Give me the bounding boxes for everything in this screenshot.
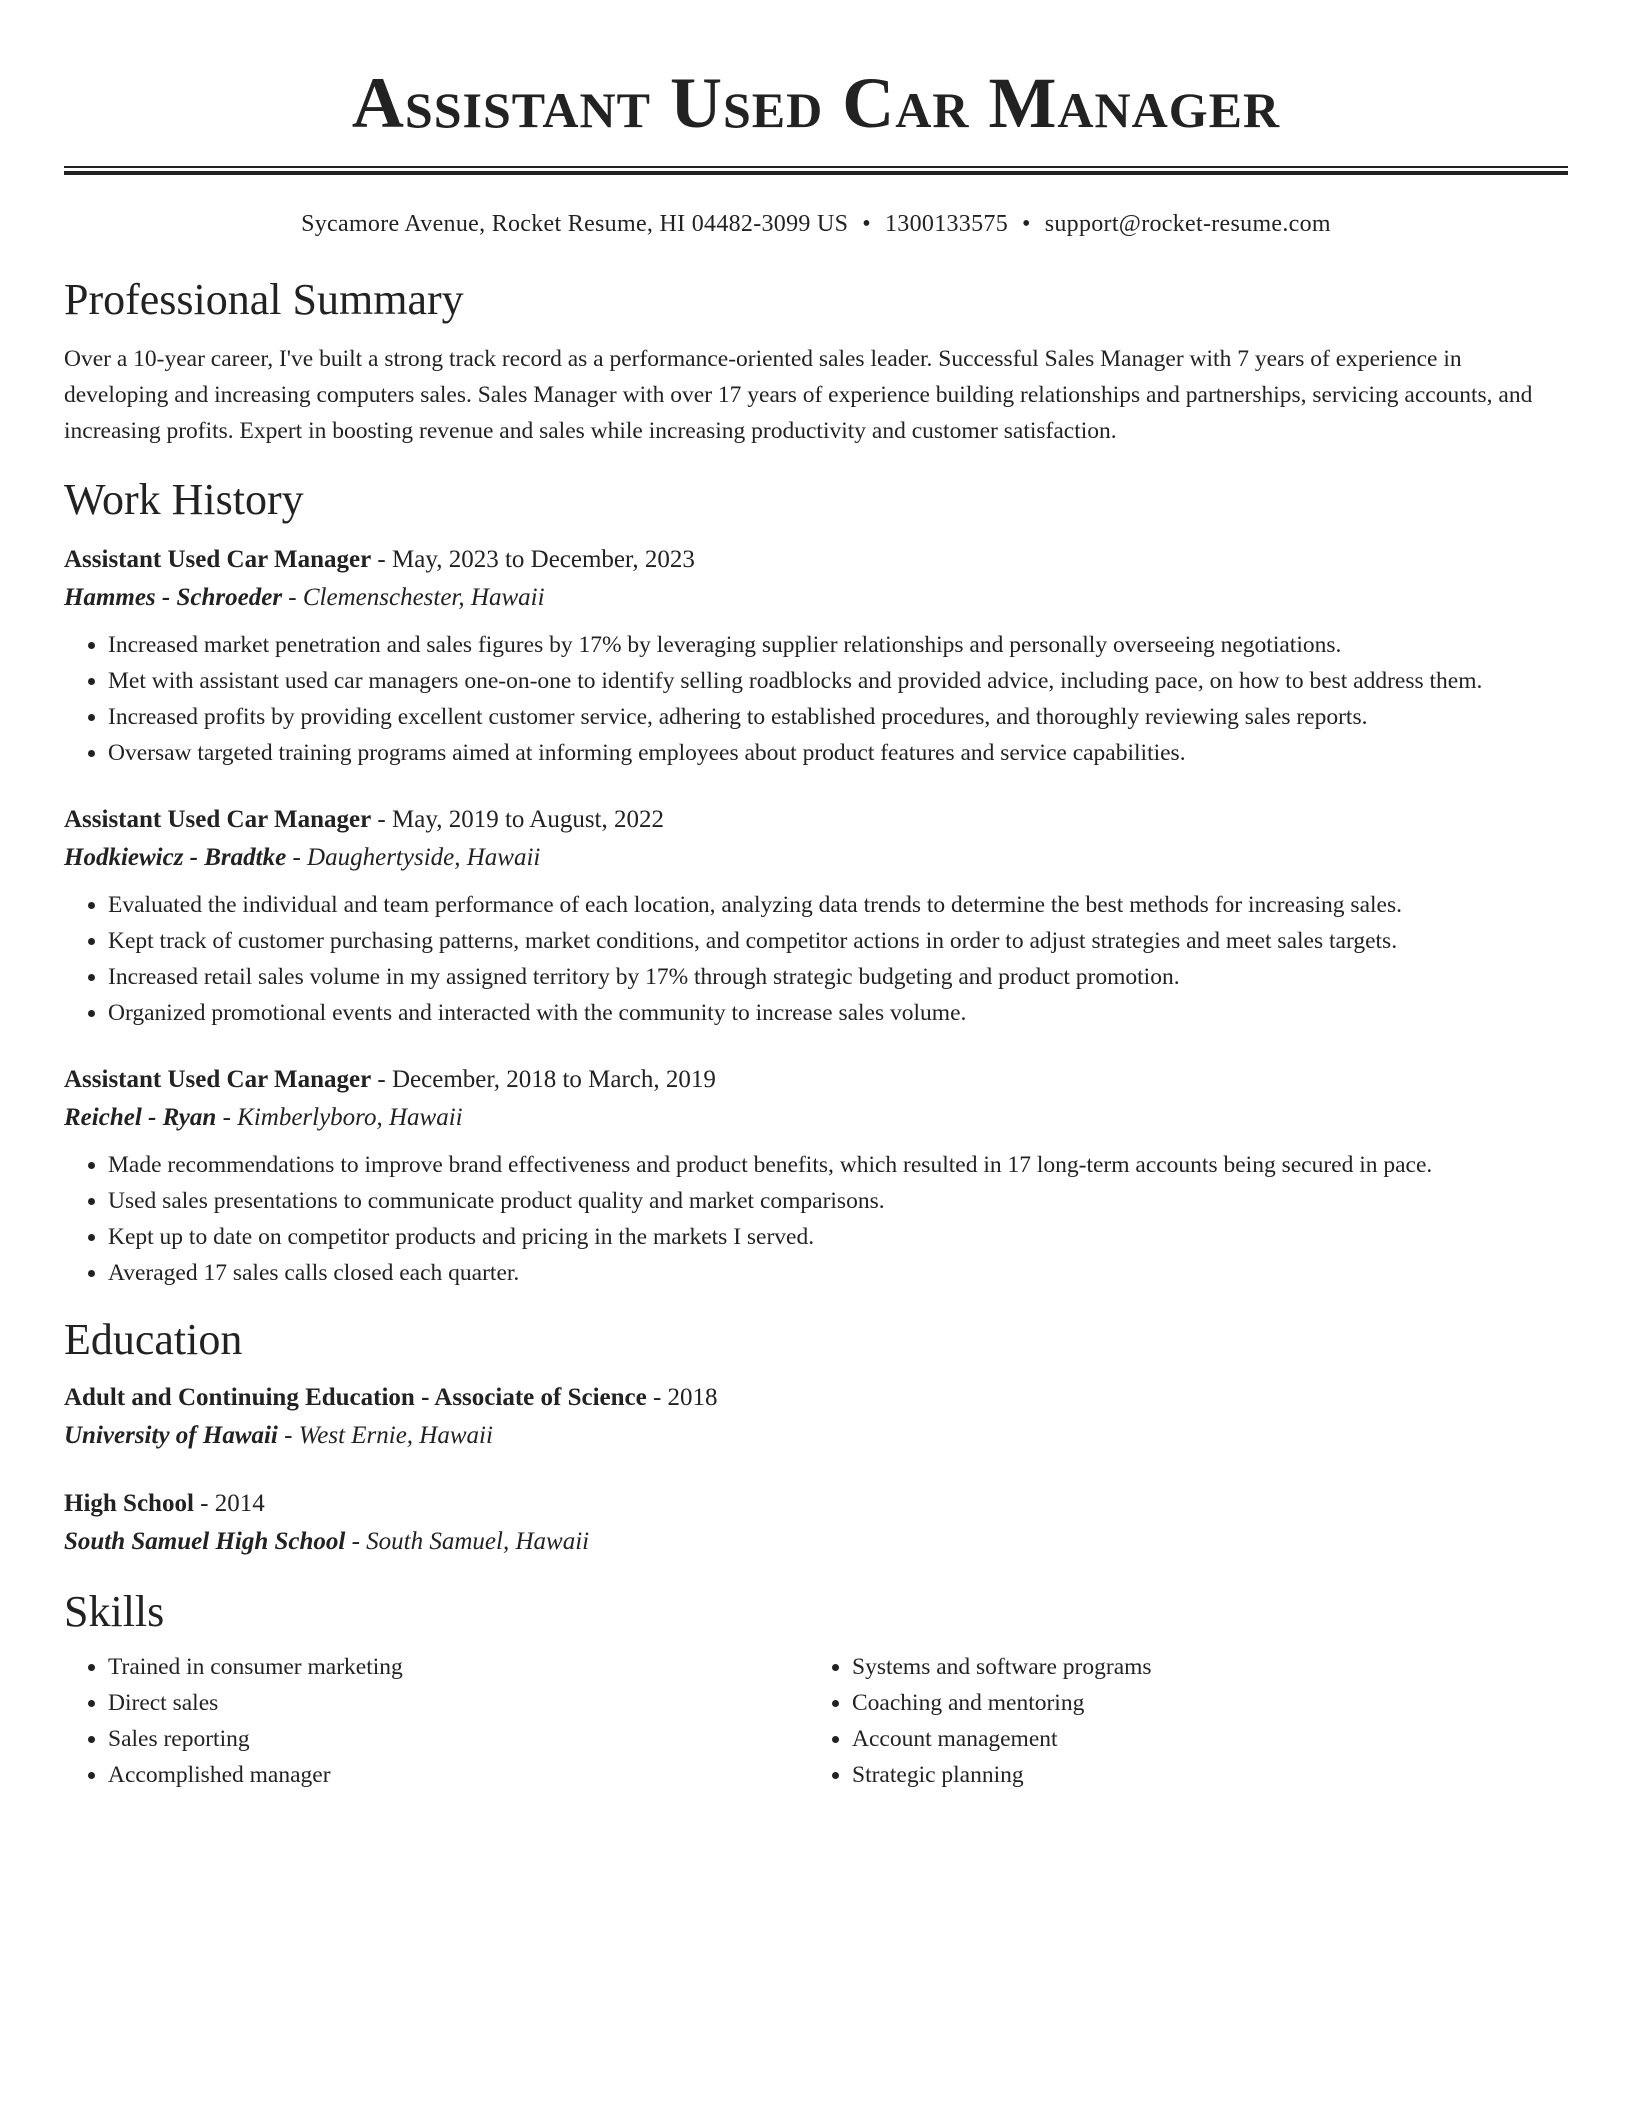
job-bullet: • Organized promotional events and interacted with the community to increase sales volume. — [108, 995, 1568, 1031]
education-school-line — [64, 1417, 1568, 1455]
skill-item: • Sales reporting — [108, 1721, 808, 1757]
skill-item: • Trained in consumer marketing — [108, 1649, 808, 1685]
education-degree-line — [64, 1379, 1568, 1417]
education-school-line — [64, 1523, 1568, 1561]
skills-heading: Skills — [64, 1587, 165, 1636]
job-bullets — [64, 887, 1568, 1031]
resume-name: Assistant Used Car Manager — [351, 63, 1281, 143]
job-title-line — [64, 1061, 1568, 1099]
education-year: - 2018 — [646, 1384, 718, 1411]
job-bullet: • Increased profits by providing excellent customer service, adhering to established procedures, and thoroughly reviewing sales reports. — [108, 699, 1568, 735]
job-bullet: • Used sales presentations to communicate product quality and market comparisons. — [108, 1183, 1568, 1219]
education-school: University of Hawaii — [64, 1422, 278, 1449]
education-entry — [64, 1485, 1568, 1561]
job-entry — [64, 541, 1568, 771]
job-role: Assistant Used Car Manager — [64, 1066, 372, 1093]
skill-item: • Systems and software programs — [852, 1649, 1568, 1685]
job-location: - Clemenschester, Hawaii — [282, 584, 545, 611]
education-heading: Education — [64, 1315, 243, 1364]
contact-separator: • — [1022, 211, 1031, 237]
work-history-heading: Work History — [64, 475, 304, 524]
job-company-line — [64, 1099, 1568, 1137]
contact-phone: 1300133575 — [885, 211, 1008, 237]
skill-item: • Accomplished manager — [108, 1757, 808, 1793]
job-company: Hammes - Schroeder — [64, 584, 283, 611]
skill-item: • Coaching and mentoring — [852, 1685, 1568, 1721]
job-company: Hodkiewicz - Bradtke — [64, 844, 287, 871]
education-location: - West Ernie, Hawaii — [277, 1422, 493, 1449]
job-dates: - May, 2023 to December, 2023 — [371, 546, 695, 573]
job-bullet: • Kept up to date on competitor products and pricing in the markets I served. — [108, 1219, 1568, 1255]
job-dates: - December, 2018 to March, 2019 — [371, 1066, 716, 1093]
job-bullet: • Made recommendations to improve brand effectiveness and product benefits, which resulted in 17 long-term accounts being secured in pace. — [108, 1147, 1568, 1183]
job-title-line — [64, 541, 1568, 579]
contact-address: Sycamore Avenue, Rocket Resume, HI 04482-3099 US — [301, 211, 849, 237]
job-bullet: • Evaluated the individual and team performance of each location, analyzing data trends to determine the best methods for increasing sales. — [108, 887, 1568, 923]
job-bullet: • Increased retail sales volume in my assigned territory by 17% through strategic budgeting and product promotion. — [108, 959, 1568, 995]
contact-separator: • — [862, 211, 871, 237]
education-school: South Samuel High School — [64, 1528, 346, 1555]
job-role: Assistant Used Car Manager — [64, 806, 372, 833]
job-bullet: • Increased market penetration and sales figures by 17% by leveraging supplier relationships and personally overseeing negotiations. — [108, 627, 1568, 663]
contact-line — [64, 208, 1568, 240]
job-company-line — [64, 839, 1568, 877]
summary-text: Over a 10-year career, I've built a strong track record as a performance-oriented sales leader. Successful Sales Manager with 7 years of experience in developing and increasing computers sales. Sales Manager with over 17 years of experience building relationships and partnerships, servicing accounts, and increasing profits. Expert in boosting revenue and sales while increasing productivity and customer satisfaction. — [64, 346, 1533, 444]
education-degree: High School — [64, 1490, 194, 1517]
job-location: - Daughertyside, Hawaii — [286, 844, 541, 871]
education-entry — [64, 1379, 1568, 1455]
skill-item: • Strategic planning — [852, 1757, 1568, 1793]
job-company-line — [64, 579, 1568, 617]
job-entry — [64, 801, 1568, 1031]
job-entry — [64, 1061, 1568, 1291]
skill-item: • Direct sales — [108, 1685, 808, 1721]
job-bullet: • Met with assistant used car managers one-on-one to identify selling roadblocks and provided advice, including pace, on how to best address them. — [108, 663, 1568, 699]
skills-list-left — [64, 1649, 808, 1793]
education-degree-line — [64, 1485, 1568, 1523]
header-divider — [64, 166, 1568, 175]
job-role: Assistant Used Car Manager — [64, 546, 372, 573]
contact-email: support@rocket-resume.com — [1044, 211, 1331, 237]
education-location: - South Samuel, Hawaii — [345, 1528, 590, 1555]
job-title-line — [64, 801, 1568, 839]
job-company: Reichel - Ryan — [64, 1104, 217, 1131]
job-bullets — [64, 1147, 1568, 1291]
job-bullet: • Kept track of customer purchasing patterns, market conditions, and competitor actions in order to adjust strategies and meet sales targets. — [108, 923, 1568, 959]
skill-item: • Account management — [852, 1721, 1568, 1757]
job-dates: - May, 2019 to August, 2022 — [371, 806, 664, 833]
job-bullet: • Averaged 17 sales calls closed each quarter. — [108, 1255, 1568, 1291]
job-bullet: • Oversaw targeted training programs aimed at informing employees about product features and service capabilities. — [108, 735, 1568, 771]
education-year: - 2014 — [193, 1490, 265, 1517]
summary-heading: Professional Summary — [64, 275, 464, 324]
education-degree: Adult and Continuing Education - Associate of Science — [64, 1384, 647, 1411]
skills-list-right — [808, 1649, 1568, 1793]
job-location: - Kimberlyboro, Hawaii — [216, 1104, 463, 1131]
job-bullets — [64, 627, 1568, 771]
skills-columns — [64, 1649, 1568, 1793]
